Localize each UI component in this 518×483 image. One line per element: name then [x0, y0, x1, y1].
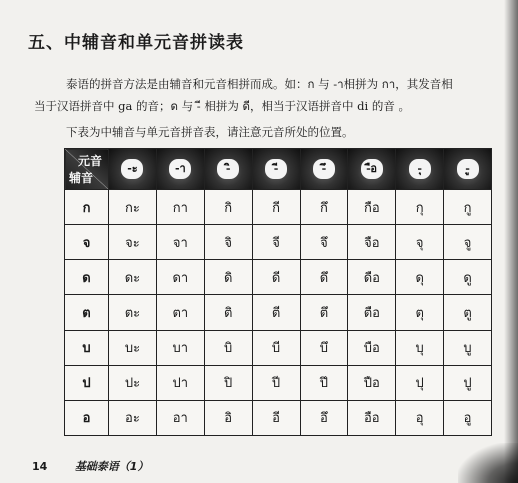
syllable-cell: ตี	[252, 295, 300, 330]
spelling-table	[64, 148, 492, 436]
syllable-cell: ตุ	[396, 295, 444, 330]
syllable-cell: ตา	[156, 295, 204, 330]
syllable-cell: ดา	[156, 260, 204, 295]
syllable-cell: บี	[252, 330, 300, 365]
consonant-cell: ป	[65, 365, 109, 400]
syllable-cell: จุ	[396, 225, 444, 260]
section-title: 五、中辅音和单元音拼读表	[28, 33, 244, 53]
syllable-cell: อือ	[348, 400, 396, 435]
syllable-cell: จี	[252, 225, 300, 260]
syllable-cell: จือ	[348, 225, 396, 260]
corner-header-cell	[65, 149, 109, 190]
book-title: 基础泰语（1）	[74, 460, 149, 473]
syllable-cell: บือ	[348, 330, 396, 365]
syllable-cell: กึ	[300, 190, 348, 225]
vowel-header: -ือ	[361, 159, 383, 179]
table-row	[65, 295, 492, 330]
syllable-cell: ปึ	[300, 365, 348, 400]
vowel-header: -า	[169, 159, 191, 179]
syllable-cell: ตู	[444, 295, 492, 330]
consonant-cell: บ	[65, 330, 109, 365]
syllable-cell: จู	[444, 225, 492, 260]
syllable-cell: ดิ	[204, 260, 252, 295]
vowel-header: -ี	[265, 159, 287, 179]
syllable-cell: อะ	[109, 400, 157, 435]
vowel-header-cell	[204, 149, 252, 190]
vowel-axis-label: 元音	[77, 154, 102, 168]
table-row	[65, 400, 492, 435]
vowel-header: -ิ	[217, 159, 239, 179]
paragraph-line-3: 下表为中辅音与单元音拼音表，请注意元音所处的位置。	[66, 125, 354, 139]
consonant-cell: อ	[65, 400, 109, 435]
syllable-cell: ดือ	[348, 260, 396, 295]
consonant-cell: จ	[65, 225, 109, 260]
syllable-cell: บะ	[109, 330, 157, 365]
vowel-header-cell	[444, 149, 492, 190]
syllable-cell: กา	[156, 190, 204, 225]
syllable-cell: จะ	[109, 225, 157, 260]
header-row	[65, 149, 492, 190]
syllable-cell: จิ	[204, 225, 252, 260]
syllable-cell: กี	[252, 190, 300, 225]
vowel-header-cell	[396, 149, 444, 190]
syllable-cell: จึ	[300, 225, 348, 260]
syllable-cell: ปิ	[204, 365, 252, 400]
syllable-cell: กุ	[396, 190, 444, 225]
syllable-cell: กือ	[348, 190, 396, 225]
syllable-cell: บึ	[300, 330, 348, 365]
vowel-header-cell	[300, 149, 348, 190]
syllable-cell: ดี	[252, 260, 300, 295]
syllable-cell: ปู	[444, 365, 492, 400]
syllable-cell: ตือ	[348, 295, 396, 330]
syllable-cell: ปือ	[348, 365, 396, 400]
syllable-cell: ดู	[444, 260, 492, 295]
page-corner-shadow	[458, 443, 518, 483]
table-row	[65, 365, 492, 400]
syllable-cell: กิ	[204, 190, 252, 225]
syllable-cell: ดะ	[109, 260, 157, 295]
table-row	[65, 225, 492, 260]
syllable-cell: บา	[156, 330, 204, 365]
paragraph-line-2: 当于汉语拼音中 ga 的音；ด 与 -ี 相拼为 ดี，相当于汉语拼音中 di 的音 。	[34, 99, 410, 113]
syllable-cell: บิ	[204, 330, 252, 365]
vowel-header-cell	[348, 149, 396, 190]
table-row	[65, 260, 492, 295]
vowel-header-cell	[109, 149, 157, 190]
syllable-cell: กะ	[109, 190, 157, 225]
paragraph-line-1: 泰语的拼音方法是由辅音和元音相拼而成。如：ก 与 -า相拼为 กา，其发音相	[66, 77, 453, 91]
syllable-cell: กู	[444, 190, 492, 225]
syllable-cell: ตะ	[109, 295, 157, 330]
vowel-header: -ะ	[121, 159, 143, 179]
syllable-cell: อู	[444, 400, 492, 435]
syllable-cell: บุ	[396, 330, 444, 365]
syllable-cell: จา	[156, 225, 204, 260]
syllable-cell: ติ	[204, 295, 252, 330]
syllable-cell: ดึ	[300, 260, 348, 295]
syllable-cell: ปุ	[396, 365, 444, 400]
vowel-header-cell	[252, 149, 300, 190]
table-row	[65, 190, 492, 225]
vowel-header: -ู	[457, 159, 479, 179]
syllable-cell: อึ	[300, 400, 348, 435]
page-number: 14	[32, 460, 48, 473]
consonant-cell: ด	[65, 260, 109, 295]
consonant-cell: ก	[65, 190, 109, 225]
vowel-header: -ึ	[313, 159, 335, 179]
syllable-cell: ดุ	[396, 260, 444, 295]
syllable-cell: ปะ	[109, 365, 157, 400]
table-row	[65, 330, 492, 365]
syllable-cell: อุ	[396, 400, 444, 435]
syllable-cell: ปา	[156, 365, 204, 400]
consonant-cell: ต	[65, 295, 109, 330]
syllable-cell: ตึ	[300, 295, 348, 330]
syllable-cell: อา	[156, 400, 204, 435]
page-footer	[32, 458, 148, 474]
vowel-header-cell	[156, 149, 204, 190]
syllable-cell: อี	[252, 400, 300, 435]
syllable-cell: บู	[444, 330, 492, 365]
page-edge-shadow	[504, 0, 518, 483]
syllable-cell: ปี	[252, 365, 300, 400]
vowel-header: -ุ	[409, 159, 431, 179]
syllable-cell: อิ	[204, 400, 252, 435]
consonant-axis-label: 辅音	[69, 171, 94, 185]
